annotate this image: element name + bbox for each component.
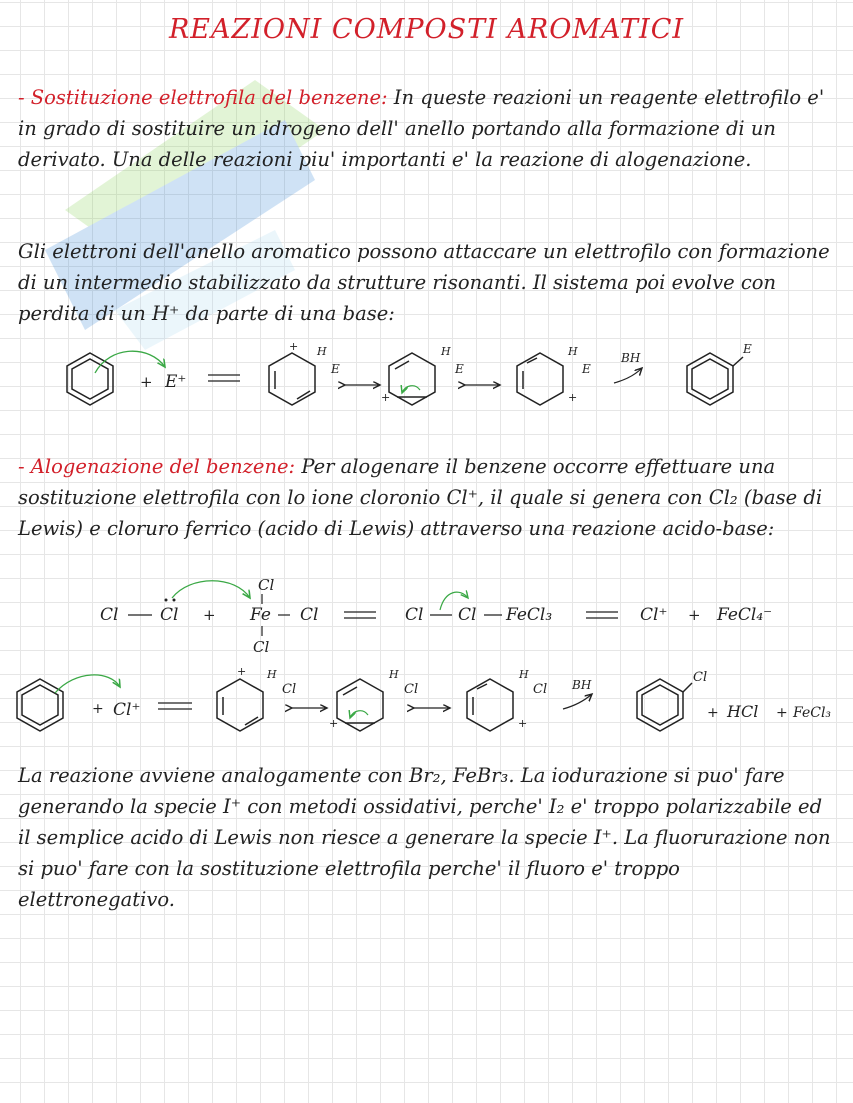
section-text-elettroni: Gli elettroni dell'anello aromatico possono attaccare un elettrofilo con formazione di un intermedio stabilizzato da strutture risonanti. Il sistema poi evolve con perdita di un H⁺ da parte di una base: — [18, 240, 830, 325]
reaction-arrow — [614, 368, 642, 383]
svg-text:E: E — [331, 362, 340, 376]
svg-text:HCl: HCl — [727, 702, 759, 721]
scheme-electrophilic-substitution — [0, 335, 853, 425]
svg-text:H: H — [267, 668, 277, 681]
svg-text:Cl: Cl — [282, 682, 297, 697]
paragraph-elettroni — [18, 236, 833, 329]
svg-text:FeCl₄⁻: FeCl₄⁻ — [717, 605, 773, 625]
svg-text:Cl⁺: Cl⁺ — [113, 700, 141, 720]
equilibrium-arrow — [208, 375, 240, 381]
svg-text:Cl: Cl — [533, 682, 548, 697]
svg-text:E: E — [743, 342, 752, 356]
section-text-alogenazione: Per alogenare il benzene occorre effettuare una sostituzione elettrofila con lo ione cloronio Cl⁺, il quale si genera con Cl₂ (base di Lewis) e cloruro ferrico (acido di Lewis) attraverso una reazione acido-base: — [18, 455, 823, 540]
sigma-complex-1 — [269, 353, 315, 405]
svg-text:+: + — [140, 373, 153, 391]
svg-text:BH: BH — [572, 678, 592, 692]
svg-text:+: + — [329, 717, 339, 730]
section-heading-alogenazione: - Alogenazione del benzene: — [18, 455, 296, 478]
sigma-complex-2 — [389, 353, 435, 405]
scheme-chlorination — [0, 665, 853, 750]
section-text-altri-alogeni: La reazione avviene analogamente con Br₂, FeBr₃. La iodurazione si puo' fare generando la specie I⁺ con metodi ossidativi, perche' I₂ e' troppo polarizzabile ed il semplice acido di Lewis non riesce a generare la specie I⁺. La fluorurazione non si puo' fare con la sostituzione elettrofila perche' il fluoro e' troppo elettronegativo. — [18, 764, 831, 911]
svg-text:E: E — [455, 362, 464, 376]
benzene-ring — [17, 679, 63, 731]
svg-text:Cl: Cl — [300, 605, 319, 625]
svg-text:Cl⁺: Cl⁺ — [640, 605, 668, 625]
svg-text:Cl: Cl — [160, 605, 179, 625]
svg-text:Cl: Cl — [258, 576, 275, 594]
svg-text:Cl: Cl — [404, 682, 419, 697]
svg-text:+: + — [568, 391, 578, 404]
svg-text:+: + — [776, 705, 788, 721]
svg-text:Cl: Cl — [693, 670, 708, 685]
svg-text:H: H — [317, 345, 327, 358]
svg-text:+: + — [92, 701, 104, 717]
page-title: REAZIONI COMPOSTI AROMATICI — [168, 14, 685, 45]
substituted-benzene — [687, 353, 743, 405]
svg-text:E⁺: E⁺ — [165, 372, 187, 392]
svg-text:+: + — [289, 340, 299, 353]
svg-text:Fe: Fe — [250, 605, 271, 625]
svg-text:H: H — [568, 345, 578, 358]
svg-text:FeCl₃: FeCl₃ — [793, 705, 832, 721]
paragraph-altri-alogeni — [18, 760, 833, 915]
scheme-chloronium-generation — [0, 570, 853, 660]
svg-text:+: + — [707, 705, 719, 721]
svg-text:+: + — [237, 665, 247, 678]
benzene-ring — [67, 353, 113, 405]
svg-text:Cl: Cl — [405, 605, 424, 625]
svg-text:H: H — [441, 345, 451, 358]
svg-text:+: + — [688, 606, 701, 624]
svg-text:FeCl₃: FeCl₃ — [506, 605, 553, 625]
svg-text:H: H — [389, 668, 399, 681]
svg-text:Cl: Cl — [100, 605, 119, 625]
paragraph-sostituzione — [18, 82, 833, 175]
section-heading-sostituzione: - Sostituzione elettrofila del benzene: — [18, 86, 388, 109]
paragraph-alogenazione — [18, 451, 833, 544]
svg-text:H: H — [519, 668, 529, 681]
svg-text:+: + — [381, 391, 391, 404]
svg-text:Cl: Cl — [458, 605, 477, 625]
sigma-complex-3 — [517, 353, 563, 405]
svg-text:Cl: Cl — [253, 638, 270, 656]
svg-text:BH: BH — [621, 351, 641, 365]
svg-text:+: + — [518, 717, 528, 730]
section-text-sostituzione: In queste reazioni un reagente elettrofilo e' in grado di sostituire un idrogeno dell' anello portando alla formazione di un derivato. Una delle reazioni piu' importanti e' la reazione di alogenazione. — [18, 86, 825, 171]
svg-text:+: + — [203, 606, 216, 624]
svg-text:E: E — [582, 362, 591, 376]
